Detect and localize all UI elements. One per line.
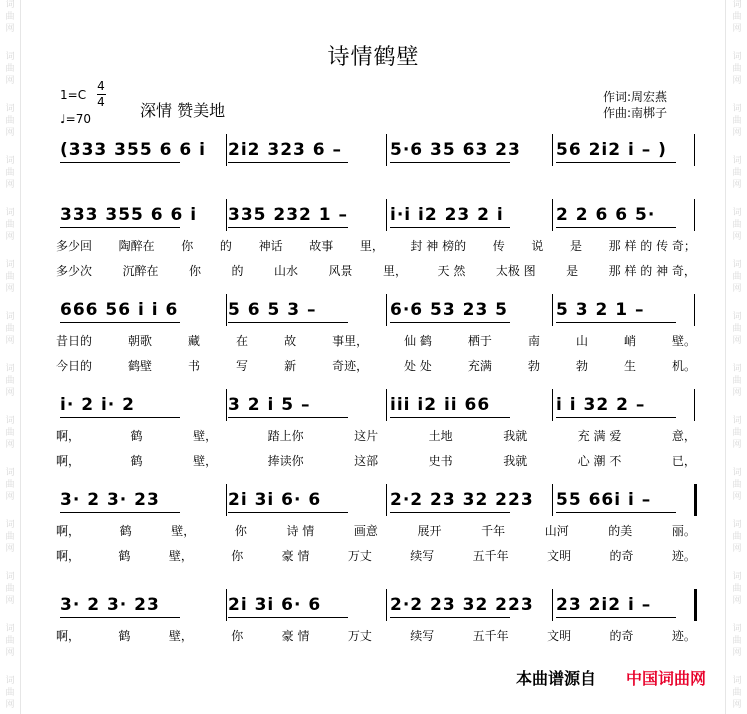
bar-line	[552, 134, 553, 166]
beam-line	[228, 617, 348, 618]
measure-notes: 2i 3i 6· 6	[228, 595, 322, 615]
watermark-char: 网	[732, 180, 742, 190]
lyric-word: 的	[219, 239, 232, 253]
lyric-word: 勃	[575, 359, 588, 373]
measure-notes: i· 2 i· 2	[60, 395, 135, 415]
tempo-marking: ♩=70	[60, 112, 91, 126]
lyricist-credit: 作词:周宏燕	[603, 90, 668, 104]
bar-line	[226, 294, 227, 326]
lyric-line	[56, 427, 696, 444]
lyric-word: 充满	[467, 359, 492, 373]
lyric-word: 在	[236, 334, 249, 348]
beam-line	[60, 162, 180, 163]
measure-notes: 335 232 1 –	[228, 205, 349, 225]
watermark-char: 词	[5, 676, 15, 686]
beam-line	[556, 162, 676, 163]
lyric-word: 续写	[410, 549, 435, 563]
lyric-word: 新	[284, 359, 297, 373]
lyric-word: 画意	[353, 524, 378, 538]
lyric-word: 鹤壁	[128, 359, 153, 373]
lyric-word: 沉醉在	[122, 264, 159, 278]
watermark-char: 词	[732, 624, 742, 634]
lyric-word: 的美	[608, 524, 633, 538]
lyric-word: 鹤	[118, 549, 131, 563]
watermark-char: 网	[5, 596, 15, 606]
watermark-char: 曲	[5, 116, 15, 126]
bar-line	[694, 589, 697, 621]
lyric-word: 五千年	[472, 549, 509, 563]
watermark-char: 网	[732, 492, 742, 502]
beam-line	[390, 322, 510, 323]
lyric-word: 五千年	[472, 629, 509, 643]
site-link[interactable]: 中国词曲网	[626, 669, 707, 688]
lyric-word: 你	[234, 524, 247, 538]
lyric-word: 豪 情	[281, 629, 310, 643]
lyric-word: 山水	[274, 264, 299, 278]
watermark-char: 词	[5, 260, 15, 270]
watermark-char: 曲	[5, 168, 15, 178]
score-row	[0, 395, 747, 475]
beam-line	[556, 617, 676, 618]
watermark-char: 网	[732, 388, 742, 398]
measure-notes: 55 66i i –	[556, 490, 652, 510]
watermark-char: 网	[732, 232, 742, 242]
lyric-word: 壁，	[171, 524, 196, 538]
bar-line	[226, 484, 227, 516]
watermark-char: 词	[5, 416, 15, 426]
lyric-line	[56, 547, 696, 564]
lyric-word: 是	[566, 264, 579, 278]
measure-notes: 2·2 23 32 223	[390, 490, 534, 510]
watermark-char: 曲	[732, 116, 742, 126]
watermark-char: 曲	[732, 168, 742, 178]
watermark-char: 词	[732, 52, 742, 62]
beam-line	[60, 227, 180, 228]
watermark-char: 网	[732, 284, 742, 294]
measure-notes: 5 6 5 3 –	[228, 300, 317, 320]
lyric-word: 那 样 的 神 奇，	[608, 264, 696, 278]
lyric-word: 风景	[328, 264, 353, 278]
measure-notes: (333 355 6 6 i	[60, 140, 206, 160]
bar-line	[552, 589, 553, 621]
measure-notes: 2i2 323 6 –	[228, 140, 343, 160]
lyric-word: 你	[231, 629, 244, 643]
watermark-char: 词	[732, 260, 742, 270]
watermark-char: 词	[5, 312, 15, 322]
lyric-word: 今日的	[56, 359, 93, 373]
measure-notes: 23 2i2 i –	[556, 595, 652, 615]
bar-line	[694, 134, 695, 166]
watermark-char: 网	[5, 128, 15, 138]
lyric-line	[56, 237, 696, 254]
lyric-word: 朝歌	[128, 334, 153, 348]
beam-line	[60, 617, 180, 618]
watermark-char: 词	[5, 156, 15, 166]
lyric-word: 故	[284, 334, 297, 348]
bar-line	[552, 199, 553, 231]
watermark-char: 网	[732, 596, 742, 606]
measure-notes: 3· 2 3· 23	[60, 490, 160, 510]
lyric-word: 千年	[481, 524, 506, 538]
lyric-word: 说	[531, 239, 544, 253]
lyric-word: 仙 鹤	[404, 334, 432, 348]
song-title: 诗情鹤壁	[327, 45, 420, 70]
measure-notes: 2i 3i 6· 6	[228, 490, 322, 510]
beam-line	[60, 512, 180, 513]
lyric-word: 丽。	[671, 524, 696, 538]
lyric-word: 是	[570, 239, 583, 253]
watermark-char: 网	[732, 700, 742, 710]
watermark-char: 词	[5, 0, 15, 10]
measure-notes: i·i i2 23 2 i	[390, 205, 504, 225]
measure-notes: iii i2 ii 66	[390, 395, 491, 415]
watermark-char: 曲	[5, 12, 15, 22]
lyric-word: 迹。	[671, 629, 696, 643]
watermark-char: 网	[5, 440, 15, 450]
measure-notes: 5 3 2 1 –	[556, 300, 645, 320]
watermark-char: 曲	[732, 636, 742, 646]
lyric-word: 啊，	[56, 549, 81, 563]
watermark-char: 词	[5, 52, 15, 62]
watermark-char: 词	[5, 468, 15, 478]
beam-line	[556, 322, 676, 323]
lyric-word: 你	[189, 264, 202, 278]
lyric-word: 壁。	[671, 334, 696, 348]
measure-notes: 333 355 6 6 i	[60, 205, 198, 225]
lyric-word: 啊，	[56, 524, 81, 538]
score-row	[0, 490, 747, 570]
watermark-char: 曲	[5, 324, 15, 334]
watermark-char: 曲	[5, 532, 15, 542]
watermark-char: 曲	[732, 272, 742, 282]
measure-notes: 5·6 35 63 23	[390, 140, 521, 160]
beam-line	[390, 162, 510, 163]
measure-notes: 56 2i2 i – )	[556, 140, 667, 160]
lyric-word: 啊，	[56, 454, 81, 468]
bar-line	[552, 294, 553, 326]
watermark-char: 网	[5, 24, 15, 34]
lyric-word: 封 神 榜的	[410, 239, 467, 253]
beam-line	[390, 512, 510, 513]
bar-line	[386, 589, 387, 621]
watermark-char: 曲	[5, 376, 15, 386]
bar-line	[552, 389, 553, 421]
lyric-word: 事里，	[332, 334, 369, 348]
watermark-char: 网	[5, 232, 15, 242]
lyric-line	[56, 452, 696, 469]
lyric-word: 多少回	[56, 239, 93, 253]
composer-credit: 作曲:南梆子	[603, 106, 668, 120]
source-label: 本曲谱源自	[516, 669, 597, 688]
lyric-word: 鹤	[118, 629, 131, 643]
lyric-word: 鹤	[130, 454, 143, 468]
beam-line	[60, 417, 180, 418]
lyric-word: 万丈	[347, 629, 372, 643]
lyric-word: 已，	[671, 454, 696, 468]
watermark-char: 词	[732, 0, 742, 10]
score-row	[0, 300, 747, 380]
lyric-word: 里，	[359, 239, 384, 253]
lyric-word: 藏	[188, 334, 201, 348]
lyric-word: 这部	[354, 454, 379, 468]
lyric-word: 心 潮 不	[577, 454, 622, 468]
score-row	[0, 595, 747, 675]
lyric-word: 勃	[527, 359, 540, 373]
meter-top: 4	[97, 79, 105, 93]
watermark-char: 词	[732, 468, 742, 478]
watermark-char: 网	[5, 388, 15, 398]
watermark-char: 网	[5, 336, 15, 346]
lyric-line	[56, 262, 696, 279]
watermark-char: 曲	[5, 636, 15, 646]
lyric-word: 处 处	[404, 359, 432, 373]
lyric-line	[56, 627, 696, 644]
lyric-word: 意，	[671, 429, 696, 443]
measure-notes: 2·2 23 32 223	[390, 595, 534, 615]
lyric-word: 栖于	[467, 334, 492, 348]
watermark-char: 词	[732, 520, 742, 530]
watermark-char: 网	[732, 440, 742, 450]
beam-line	[556, 417, 676, 418]
measure-notes: 6·6 53 23 5	[390, 300, 509, 320]
measure-notes: 3 2 i 5 –	[228, 395, 311, 415]
bar-line	[226, 134, 227, 166]
lyric-word: 你	[181, 239, 194, 253]
lyric-word: 迹。	[671, 549, 696, 563]
lyric-word: 豪 情	[281, 549, 310, 563]
lyric-word: 的奇	[609, 549, 634, 563]
watermark-char: 网	[732, 648, 742, 658]
lyric-word: 这片	[354, 429, 379, 443]
lyric-word: 山	[575, 334, 588, 348]
watermark-char: 曲	[5, 220, 15, 230]
lyric-word: 那 样 的 传 奇；	[608, 239, 696, 253]
lyric-word: 的	[231, 264, 244, 278]
lyric-word: 天 然	[437, 264, 466, 278]
watermark-char: 曲	[5, 272, 15, 282]
lyric-word: 壁，	[168, 549, 193, 563]
lyric-word: 啊，	[56, 629, 81, 643]
lyric-word: 诗 情	[286, 524, 315, 538]
watermark-char: 曲	[732, 12, 742, 22]
beam-line	[228, 512, 348, 513]
lyric-line	[56, 522, 696, 539]
watermark-char: 网	[732, 76, 742, 86]
watermark-char: 曲	[732, 220, 742, 230]
watermark-char: 词	[732, 416, 742, 426]
lyric-word: 太极 图	[495, 264, 536, 278]
beam-line	[556, 512, 676, 513]
watermark-char: 词	[732, 156, 742, 166]
lyric-word: 万丈	[347, 549, 372, 563]
beam-line	[390, 227, 510, 228]
lyric-word: 续写	[410, 629, 435, 643]
lyric-word: 奇迹，	[332, 359, 369, 373]
bar-line	[386, 294, 387, 326]
lyric-word: 生	[623, 359, 636, 373]
watermark-char: 网	[5, 700, 15, 710]
lyric-word: 里，	[383, 264, 408, 278]
lyric-word: 壁，	[193, 429, 218, 443]
lyric-word: 展开	[417, 524, 442, 538]
bar-line	[386, 389, 387, 421]
lyric-word: 我就	[503, 454, 528, 468]
bar-line	[386, 134, 387, 166]
watermark-char: 曲	[732, 428, 742, 438]
lyric-word: 书	[188, 359, 201, 373]
time-signature	[96, 80, 106, 109]
lyric-word: 机。	[671, 359, 696, 373]
watermark-char: 词	[732, 208, 742, 218]
bar-line	[386, 199, 387, 231]
lyric-word: 故事	[309, 239, 334, 253]
lyric-word: 多少次	[56, 264, 93, 278]
expression-marking: 深情 赞美地	[140, 101, 226, 120]
measure-notes: i i 32 2 –	[556, 395, 646, 415]
watermark-char: 网	[5, 284, 15, 294]
beam-line	[390, 617, 510, 618]
watermark-char: 词	[732, 572, 742, 582]
lyric-word: 陶醉在	[118, 239, 155, 253]
watermark-char: 网	[5, 180, 15, 190]
watermark-char: 曲	[5, 64, 15, 74]
watermark-char: 曲	[5, 688, 15, 698]
measure-notes: 666 56 i i 6	[60, 300, 179, 320]
lyric-word: 壁，	[168, 629, 193, 643]
score-row	[0, 205, 747, 285]
beam-line	[390, 417, 510, 418]
beam-line	[228, 417, 348, 418]
watermark-char: 网	[732, 336, 742, 346]
watermark-char: 网	[732, 544, 742, 554]
lyric-word: 充 满 爱	[577, 429, 622, 443]
lyric-word: 的奇	[609, 629, 634, 643]
lyric-word: 文明	[547, 549, 572, 563]
bar-line	[694, 294, 695, 326]
watermark-char: 网	[5, 492, 15, 502]
watermark-char: 词	[5, 208, 15, 218]
lyric-word: 踏上你	[267, 429, 304, 443]
bar-line	[226, 589, 227, 621]
beam-line	[228, 322, 348, 323]
watermark-char: 词	[732, 312, 742, 322]
watermark-char: 词	[5, 624, 15, 634]
lyric-word: 壁，	[193, 454, 218, 468]
bar-line	[226, 389, 227, 421]
lyric-word: 南	[527, 334, 540, 348]
watermark-char: 词	[732, 676, 742, 686]
beam-line	[228, 162, 348, 163]
watermark-char: 网	[5, 544, 15, 554]
beam-line	[228, 227, 348, 228]
bar-line	[694, 199, 695, 231]
measure-notes: 3· 2 3· 23	[60, 595, 160, 615]
watermark-char: 曲	[5, 428, 15, 438]
watermark-char: 网	[732, 128, 742, 138]
lyric-word: 文明	[547, 629, 572, 643]
lyric-word: 你	[231, 549, 244, 563]
bar-line	[694, 389, 695, 421]
watermark-char: 曲	[5, 584, 15, 594]
bar-line	[694, 484, 697, 516]
watermark-char: 词	[5, 364, 15, 374]
lyric-word: 我就	[503, 429, 528, 443]
bar-line	[552, 484, 553, 516]
lyric-word: 峭	[623, 334, 636, 348]
key-signature: 1=C	[60, 88, 87, 102]
watermark-char: 词	[732, 364, 742, 374]
watermark-char: 曲	[732, 324, 742, 334]
lyric-word: 神话	[258, 239, 283, 253]
lyric-word: 捧读你	[267, 454, 304, 468]
lyric-word: 鹤	[119, 524, 132, 538]
watermark-char: 网	[5, 76, 15, 86]
lyric-word: 鹤	[130, 429, 143, 443]
lyric-word: 写	[236, 359, 249, 373]
beam-line	[60, 322, 180, 323]
beam-line	[556, 227, 676, 228]
watermark-char: 曲	[732, 480, 742, 490]
bar-line	[386, 484, 387, 516]
watermark-char: 词	[5, 104, 15, 114]
watermark-char: 曲	[732, 376, 742, 386]
watermark-char: 词	[5, 520, 15, 530]
watermark-char: 曲	[732, 64, 742, 74]
lyric-word: 昔日的	[56, 334, 93, 348]
watermark-char: 词	[5, 572, 15, 582]
lyric-word: 啊，	[56, 429, 81, 443]
watermark-char: 曲	[732, 532, 742, 542]
watermark-char: 网	[5, 648, 15, 658]
watermark-char: 网	[732, 24, 742, 34]
lyric-line	[56, 332, 696, 349]
watermark-char: 曲	[732, 584, 742, 594]
bar-line	[226, 199, 227, 231]
measure-notes: 2 2 6 6 5·	[556, 205, 656, 225]
lyric-word: 史书	[428, 454, 453, 468]
lyric-word: 传	[492, 239, 505, 253]
lyric-line	[56, 357, 696, 374]
lyric-word: 山河	[544, 524, 569, 538]
lyric-word: 土地	[428, 429, 453, 443]
watermark-char: 词	[732, 104, 742, 114]
watermark-char: 曲	[5, 480, 15, 490]
watermark-char: 曲	[732, 688, 742, 698]
meter-bottom: 4	[97, 95, 105, 109]
